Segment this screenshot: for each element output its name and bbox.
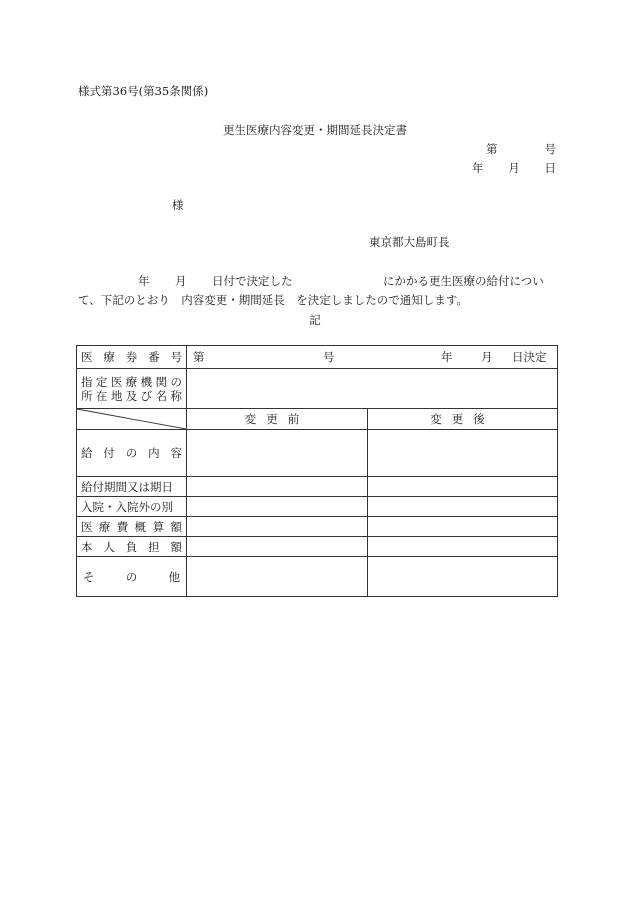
ref-suffix: 号 <box>544 142 556 156</box>
medical-cost-after <box>368 517 558 537</box>
header-row <box>77 409 558 430</box>
copay-before <box>187 537 368 557</box>
inpatient-after <box>368 497 558 517</box>
other-label: そ の 他 <box>77 557 187 597</box>
institution-value <box>187 369 558 409</box>
date-year: 年 <box>472 161 484 175</box>
medical-cost-before <box>187 517 368 537</box>
benefit-content-after <box>368 430 558 477</box>
issuer-name: 東京都大島町長 <box>369 235 450 249</box>
copay-after <box>368 537 558 557</box>
body-decided: 日付で決定した <box>212 274 293 288</box>
copay-label: 本 人 負 担 額 <box>77 537 187 557</box>
inpatient-before <box>187 497 368 517</box>
date-day: 日 <box>544 161 556 175</box>
benefit-content-row <box>77 430 558 477</box>
cert-suffix: 号 <box>323 350 335 364</box>
recipient-suffix: 様 <box>172 198 184 212</box>
ki-heading: 記 <box>309 313 321 327</box>
body-related: にかかる更生医療の給付につい <box>383 274 544 288</box>
reference-number <box>486 142 556 156</box>
details-table <box>76 345 558 597</box>
benefit-period-label: 給付期間又は期日 <box>77 477 187 497</box>
benefit-content-before <box>187 430 368 477</box>
inpatient-label: 入院・入院外の別 <box>77 497 187 517</box>
cert-decided: 日決定 <box>512 350 547 364</box>
issue-date <box>472 161 556 175</box>
body-line-2: て、下記のとおり 内容変更・期間延長 を決定しましたので通知します。 <box>78 293 468 307</box>
before-header: 変更前 <box>187 409 368 430</box>
benefit-period-after <box>368 477 558 497</box>
body-year: 年 <box>138 274 150 288</box>
copay-row <box>77 537 558 557</box>
other-after <box>368 557 558 597</box>
benefit-period-row <box>77 477 558 497</box>
cert-prefix: 第 <box>193 350 205 364</box>
cert-number-value <box>187 346 558 369</box>
benefit-period-before <box>187 477 368 497</box>
diagonal-line <box>77 409 186 429</box>
form-number: 様式第36号(第35条関係) <box>78 84 209 98</box>
after-header: 変更後 <box>368 409 558 430</box>
other-before <box>187 557 368 597</box>
cert-year: 年 <box>441 350 453 364</box>
date-month: 月 <box>508 161 520 175</box>
cert-number-label: 医 療 券 番 号 <box>77 346 187 369</box>
body-month: 月 <box>175 274 187 288</box>
cert-month: 月 <box>481 350 493 364</box>
institution-label: 指 定 医 療 機 関 の 所 在 地 及 び 名 称 <box>77 369 187 409</box>
document-title: 更生医療内容変更・期間延長決定書 <box>223 123 407 137</box>
medical-cost-row <box>77 517 558 537</box>
medical-cost-label: 医 療 費 概 算 額 <box>77 517 187 537</box>
other-row <box>77 557 558 597</box>
cert-number-row <box>77 346 558 369</box>
diagonal-header-cell <box>77 409 187 430</box>
institution-row <box>77 369 558 409</box>
inpatient-row <box>77 497 558 517</box>
benefit-content-label: 給 付 の 内 容 <box>77 430 187 477</box>
ref-prefix: 第 <box>486 142 498 156</box>
